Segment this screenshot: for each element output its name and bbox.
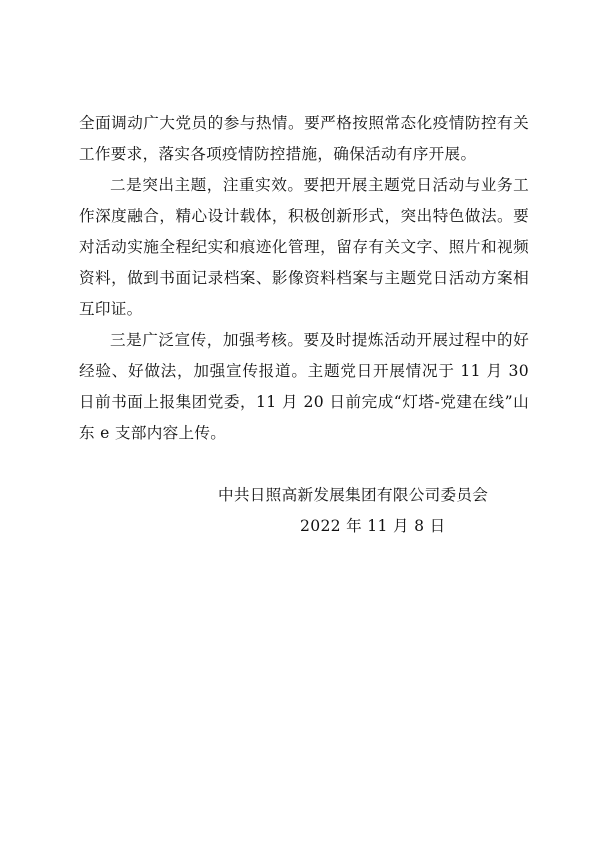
signature-date: 2022 年 11 月 8 日 — [300, 517, 446, 535]
signature-organization: 中共日照高新发展集团有限公司委员会 — [218, 486, 489, 504]
document-body — [79, 108, 529, 449]
paragraph-point-three: 三是广泛宣传，加强考核。要及时提炼活动开展过程中的好经验、好做法，加强宣传报道。主题党日开展情况于 11 月 30 日前书面上报集团党委，11 月 20 日前完成“灯塔-党建在线”山东 e 支部内容上传。 — [79, 331, 529, 442]
paragraph-point-two: 二是突出主题，注重实效。要把开展主题党日活动与业务工作深度融合，精心设计载体，积极创新形式，突出特色做法。要对活动实施全程纪实和痕迹化管理，留存有关文字、照片和视频资料，做到书面记录档案、影像资料档案与主题党日活动方案相互印证。 — [79, 176, 529, 318]
paragraph-continuation: 全面调动广大党员的参与热情。要严格按照常态化疫情防控有关工作要求，落实各项疫情防控措施，确保活动有序开展。 — [79, 114, 529, 163]
